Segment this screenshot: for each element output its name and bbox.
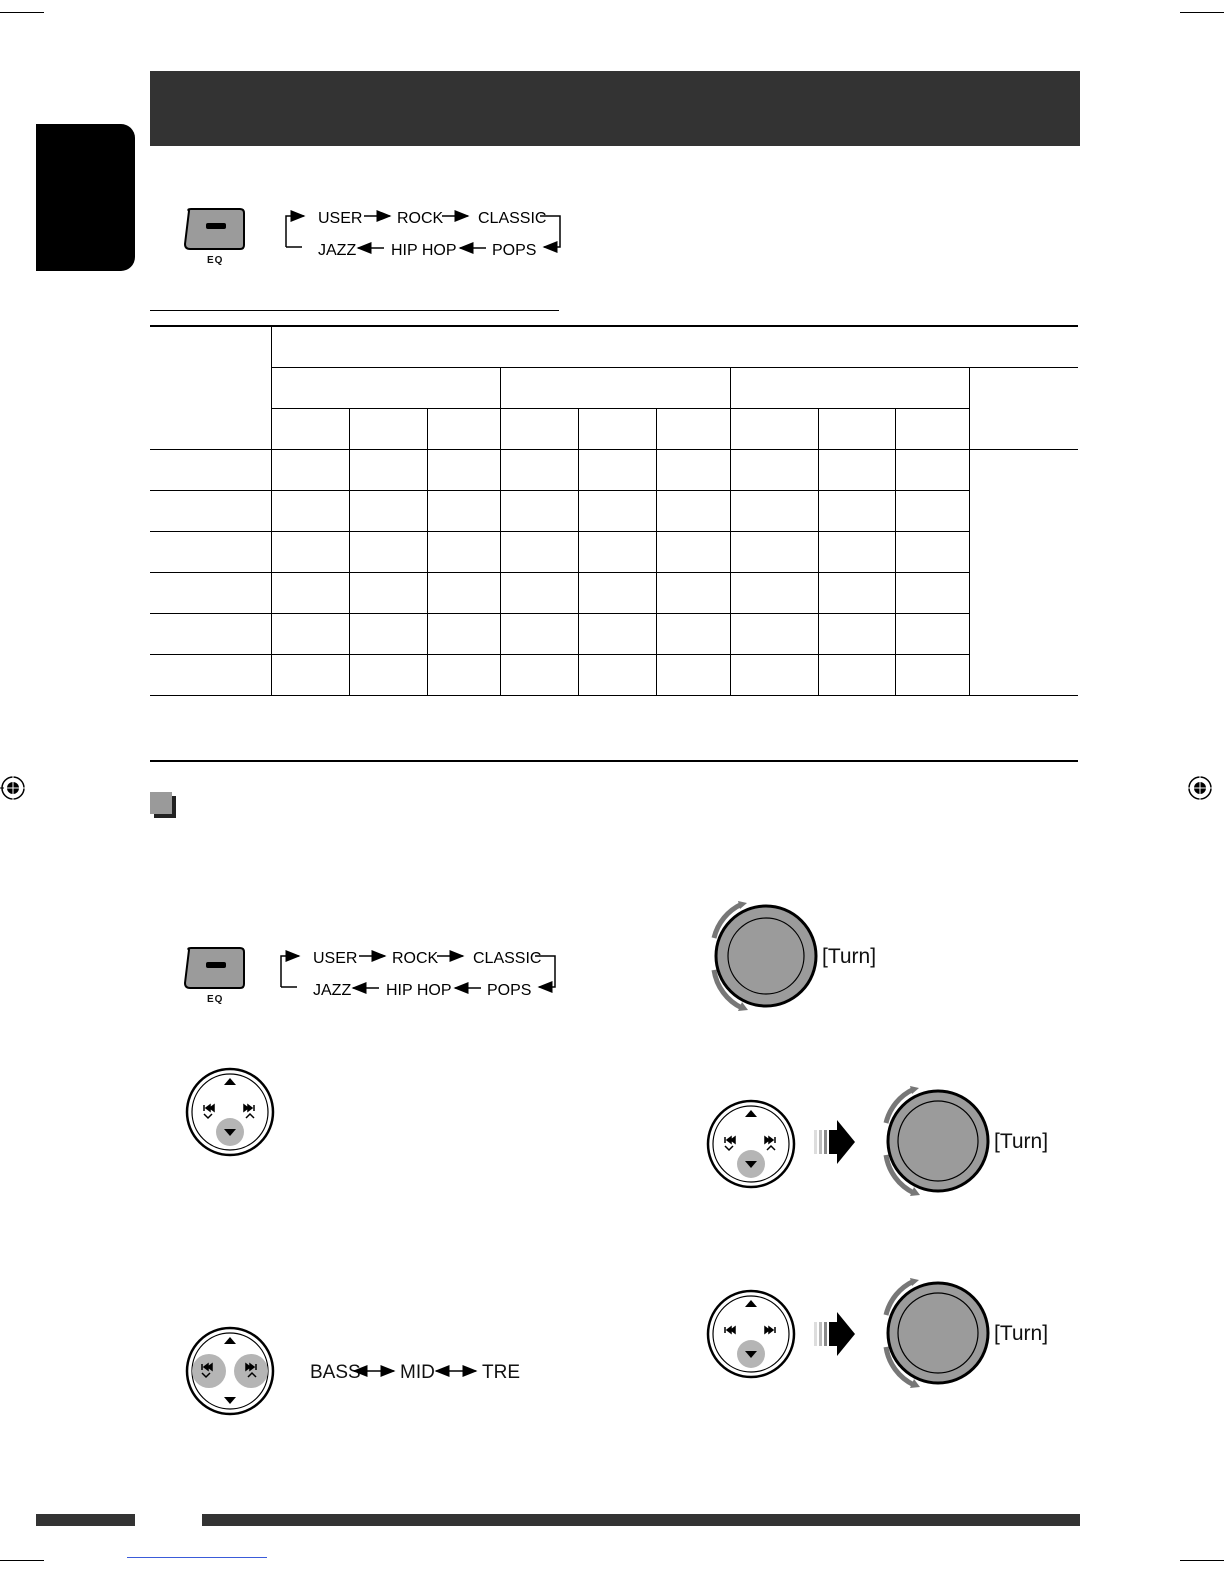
table-header-cell (271, 368, 500, 409)
volume-knob-icon[interactable] (872, 1083, 1062, 1203)
table-cell (818, 409, 895, 450)
table-cell (578, 409, 656, 450)
table-row (150, 655, 1078, 696)
eq-mode-pops: POPS (487, 982, 532, 999)
section-marker-icon (150, 792, 172, 814)
eq-button-label: EQ (207, 255, 224, 266)
turn-label: [Turn] (994, 1130, 1049, 1153)
eq-mode-pops: POPS (492, 242, 537, 259)
table-header-cell (271, 326, 1078, 368)
table-cell (656, 409, 730, 450)
table-row (150, 532, 1078, 573)
tone-sequence (308, 1355, 528, 1385)
registration-mark-icon (1186, 773, 1216, 803)
eq-preset-table (150, 325, 1078, 696)
eq-mode-user: USER (318, 210, 363, 227)
tone-tre: TRE (482, 1362, 520, 1383)
eq-mode-rock: ROCK (397, 210, 444, 227)
eq-mode-sequence (282, 200, 572, 270)
table-cell (427, 409, 500, 450)
table-row (150, 491, 1078, 532)
table-cell (730, 409, 818, 450)
eq-button-label: EQ (207, 994, 224, 1005)
crop-mark-bottom-left-h (0, 1560, 44, 1561)
eq-mode-user: USER (313, 950, 358, 967)
table-cell (895, 409, 969, 450)
table-header-cell (730, 368, 969, 409)
table-header-cell (969, 368, 1078, 450)
table-row (150, 614, 1078, 655)
eq-mode-jazz: JAZZ (318, 242, 357, 259)
control-dial-icon[interactable] (184, 1325, 278, 1419)
volume-knob-icon[interactable] (700, 898, 890, 1018)
control-dial-icon[interactable] (705, 1098, 799, 1192)
right-arrow-icon (812, 1117, 858, 1167)
volume-knob-icon[interactable] (872, 1275, 1062, 1395)
language-side-tab (36, 124, 135, 271)
eq-mode-classic: CLASSIC (473, 950, 542, 967)
eq-mode-sequence (277, 940, 567, 1010)
crop-mark-top-left-h (0, 12, 44, 13)
eq-mode-hiphop: HIP HOP (391, 242, 457, 259)
control-dial-icon[interactable] (705, 1288, 799, 1382)
eq-mode-classic: CLASSIC (478, 210, 547, 227)
turn-label: [Turn] (822, 945, 877, 968)
table-cell (349, 409, 427, 450)
eq-button-icon[interactable] (182, 207, 252, 269)
table-cell (500, 409, 578, 450)
footer-link-line (127, 1557, 267, 1558)
table-cell (271, 409, 349, 450)
right-arrow-icon (812, 1309, 858, 1359)
crop-mark-top-right-h (1180, 12, 1224, 13)
footer-bar-left (36, 1514, 135, 1526)
table-header-cell (150, 326, 271, 450)
eq-mode-jazz: JAZZ (313, 982, 352, 999)
table-title-rule (150, 310, 559, 311)
crop-mark-bottom-right-h (1180, 1560, 1224, 1561)
eq-mode-rock: ROCK (392, 950, 439, 967)
section-header-bar (150, 71, 1080, 146)
table-row (150, 450, 1078, 491)
turn-label: [Turn] (994, 1322, 1049, 1345)
registration-mark-icon (0, 773, 30, 803)
section-divider (150, 760, 1078, 762)
tone-bass: BASS (310, 1362, 361, 1383)
footer-bar-right (202, 1514, 1080, 1526)
eq-button-icon[interactable] (182, 946, 252, 1008)
control-dial-icon[interactable] (184, 1066, 278, 1160)
table-header-cell (500, 368, 730, 409)
tone-mid: MID (400, 1362, 435, 1383)
table-row (150, 573, 1078, 614)
eq-mode-hiphop: HIP HOP (386, 982, 452, 999)
